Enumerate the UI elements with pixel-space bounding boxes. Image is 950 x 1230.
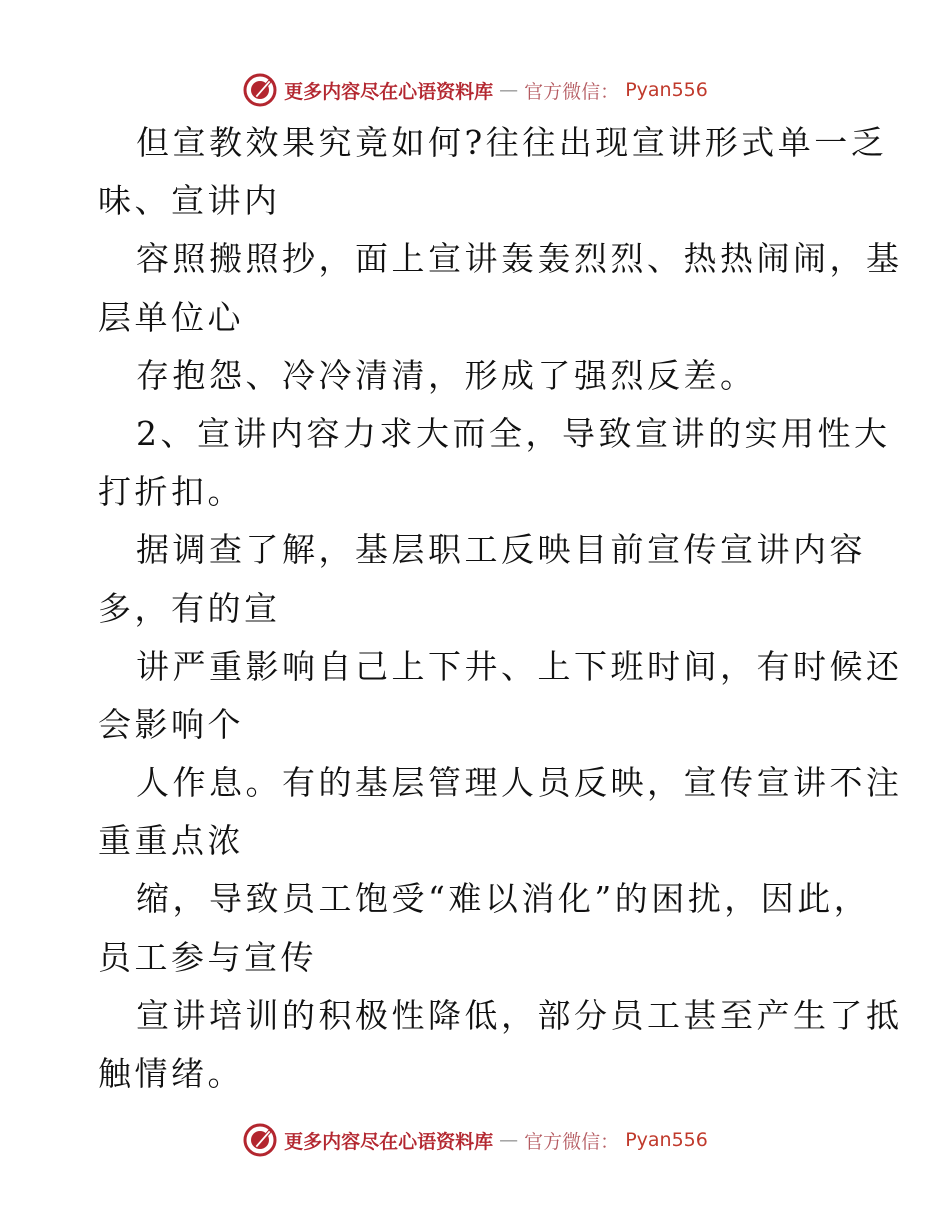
watermark-main-text: 更多内容尽在心语资料库	[284, 80, 494, 103]
paragraph-line: 讲严重影响自己上下井、上下班时间，有时候还	[136, 646, 903, 686]
watermark-wechat-id: Pyan556	[625, 79, 708, 101]
watermark-separator: —	[499, 79, 519, 101]
paragraph-line: 缩，导致员工饱受“难以消化”的困扰，因此，	[136, 879, 871, 919]
paragraph-line: 宣讲培训的积极性降低，部分员工甚至产生了抵	[136, 995, 903, 1035]
paragraph-line: 味、宣讲内	[98, 181, 281, 221]
watermark-main-text: 更多内容尽在心语资料库	[284, 1130, 494, 1153]
paragraph-line: 层单位心	[98, 297, 244, 337]
watermark-official-label: 官方微信：	[524, 1130, 620, 1153]
paragraph-line: 人作息。有的基层管理人员反映，宣传宣讲不注	[136, 763, 903, 803]
quill-pen-logo-icon	[242, 1122, 278, 1158]
header-watermark	[0, 70, 950, 110]
paragraph-line: 但宣教效果究竟如何?往往出现宣讲形式单一乏	[136, 123, 888, 162]
paragraph-line: 触情绪。	[98, 1054, 244, 1093]
quill-pen-logo-icon	[242, 72, 278, 108]
watermark-official-label: 官方微信：	[524, 80, 620, 103]
paragraph-line: 重重点浓	[98, 821, 244, 861]
paragraph-line: 员工参与宣传	[98, 937, 317, 977]
paragraph-line: 会影响个	[98, 704, 244, 744]
document-body	[98, 114, 903, 1103]
watermark-separator: —	[499, 1129, 519, 1151]
watermark-wechat-id: Pyan556	[625, 1129, 708, 1151]
paragraph-line: 打折扣。	[98, 472, 244, 512]
paragraph-line: 据调查了解，基层职工反映目前宣传宣讲内容	[136, 530, 866, 570]
paragraph-line: 2、宣讲内容力求大而全，导致宣讲的实用性大	[136, 413, 891, 453]
footer-watermark	[0, 1120, 950, 1160]
paragraph-line: 存抱怨、冷冷清清，形成了强烈反差。	[136, 355, 757, 395]
paragraph-line: 容照搬照抄，面上宣讲轰轰烈烈、热热闹闹，基	[136, 239, 903, 279]
paragraph-line: 多，有的宣	[98, 588, 281, 628]
